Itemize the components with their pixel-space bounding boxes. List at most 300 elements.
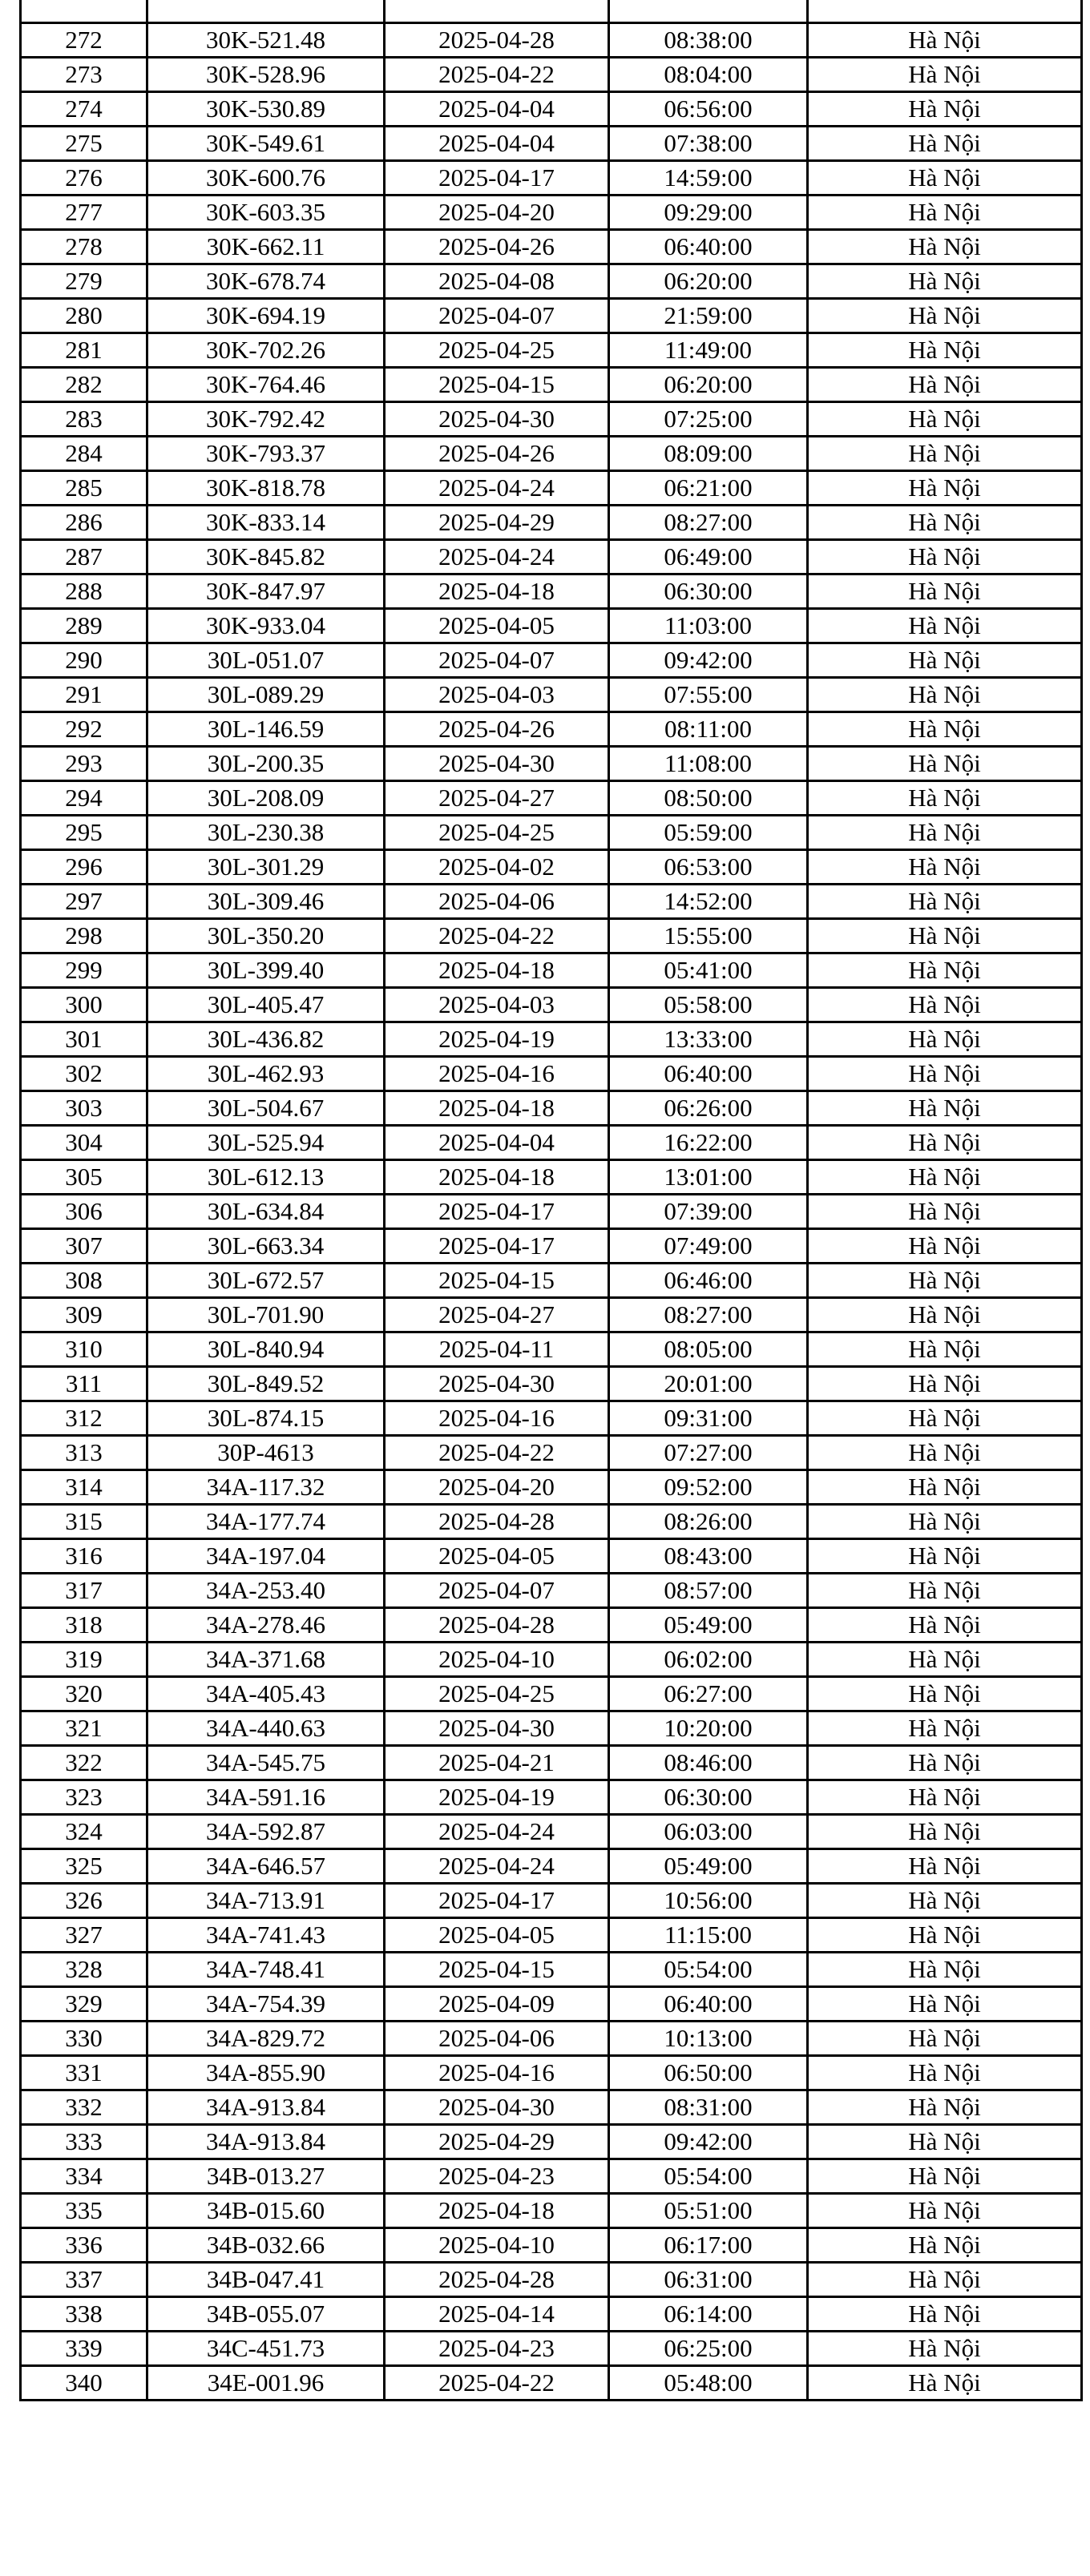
license-plate-cell: 30L-849.52 — [147, 1367, 385, 1401]
table-row — [21, 333, 1082, 368]
license-plate-cell: 30K-793.37 — [147, 437, 385, 471]
time-cell: 05:41:00 — [609, 953, 808, 988]
license-plate-cell: 30L-309.46 — [147, 885, 385, 919]
table-row — [21, 2159, 1082, 2194]
table-row — [21, 2332, 1082, 2366]
license-plate-cell: 34A-177.74 — [147, 1505, 385, 1539]
location-cell: Hà Nội — [808, 506, 1082, 540]
location-cell: Hà Nội — [808, 1953, 1082, 1987]
license-plate-cell: 30K-847.97 — [147, 574, 385, 609]
date-cell: 2025-04-27 — [385, 1298, 609, 1332]
date-cell: 2025-04-19 — [385, 1022, 609, 1057]
license-plate-cell: 30K-530.89 — [147, 92, 385, 127]
location-cell: Hà Nội — [808, 196, 1082, 230]
table-row — [21, 2022, 1082, 2056]
table-row — [21, 1091, 1082, 1126]
date-cell: 2025-04-28 — [385, 1608, 609, 1643]
date-cell: 2025-04-05 — [385, 1539, 609, 1574]
location-cell: Hà Nội — [808, 1229, 1082, 1264]
row-number-cell: 280 — [21, 299, 147, 333]
location-cell: Hà Nội — [808, 264, 1082, 299]
table-row — [21, 2297, 1082, 2332]
date-cell: 2025-04-29 — [385, 2125, 609, 2159]
time-cell: 05:48:00 — [609, 2366, 808, 2401]
time-cell: 13:01:00 — [609, 1160, 808, 1195]
license-plate-cell: 30L-051.07 — [147, 643, 385, 678]
date-cell: 2025-04-05 — [385, 1918, 609, 1953]
time-cell: 06:30:00 — [609, 1780, 808, 1815]
table-row — [21, 609, 1082, 643]
license-plate-cell: 34A-545.75 — [147, 1746, 385, 1780]
license-plate-cell: 30L-672.57 — [147, 1264, 385, 1298]
row-number-cell: 272 — [21, 23, 147, 58]
license-plate-cell: 30L-504.67 — [147, 1091, 385, 1126]
time-cell: 10:56:00 — [609, 1884, 808, 1918]
time-cell: 09:52:00 — [609, 1470, 808, 1505]
table-row — [21, 1953, 1082, 1987]
table-row — [21, 885, 1082, 919]
row-number-cell: 319 — [21, 1643, 147, 1677]
time-cell: 08:05:00 — [609, 1332, 808, 1367]
license-plate-cell: 34A-278.46 — [147, 1608, 385, 1643]
row-number-cell: 279 — [21, 264, 147, 299]
time-cell: 20:01:00 — [609, 1367, 808, 1401]
date-cell: 2025-04-07 — [385, 643, 609, 678]
location-cell: Hà Nội — [808, 333, 1082, 368]
row-number-cell: 320 — [21, 1677, 147, 1711]
row-number-cell: 313 — [21, 1436, 147, 1470]
time-cell: 08:27:00 — [609, 506, 808, 540]
table-row — [21, 1126, 1082, 1160]
table-row — [21, 92, 1082, 127]
row-number-cell: 297 — [21, 885, 147, 919]
row-number-cell: 315 — [21, 1505, 147, 1539]
table-row — [21, 1195, 1082, 1229]
table-row — [21, 471, 1082, 506]
location-cell: Hà Nội — [808, 2228, 1082, 2263]
time-cell: 05:51:00 — [609, 2194, 808, 2228]
location-cell: Hà Nội — [808, 1022, 1082, 1057]
date-cell: 2025-04-06 — [385, 885, 609, 919]
time-cell: 06:26:00 — [609, 1091, 808, 1126]
license-plate-cell: 34A-592.87 — [147, 1815, 385, 1849]
table-row — [21, 2056, 1082, 2090]
license-plate-cell: 30K-702.26 — [147, 333, 385, 368]
table-row — [21, 368, 1082, 402]
time-cell: 11:49:00 — [609, 333, 808, 368]
time-cell: 06:40:00 — [609, 1987, 808, 2022]
location-cell: Hà Nội — [808, 712, 1082, 747]
location-cell: Hà Nội — [808, 781, 1082, 816]
row-number-cell: 293 — [21, 747, 147, 781]
time-cell: 11:08:00 — [609, 747, 808, 781]
date-cell: 2025-04-22 — [385, 2366, 609, 2401]
table-row — [21, 2366, 1082, 2401]
license-plate-cell: 30K-933.04 — [147, 609, 385, 643]
location-cell: Hà Nội — [808, 1677, 1082, 1711]
license-plate-cell: 30L-634.84 — [147, 1195, 385, 1229]
table-row — [21, 1815, 1082, 1849]
time-cell: 07:27:00 — [609, 1436, 808, 1470]
date-cell: 2025-04-11 — [385, 1332, 609, 1367]
license-plate-cell: 30K-678.74 — [147, 264, 385, 299]
date-cell: 2025-04-27 — [385, 781, 609, 816]
row-number-cell: 307 — [21, 1229, 147, 1264]
location-cell: Hà Nội — [808, 1815, 1082, 1849]
time-cell: 21:59:00 — [609, 299, 808, 333]
time-cell: 07:49:00 — [609, 1229, 808, 1264]
license-plate-cell: 30K-662.11 — [147, 230, 385, 264]
table-row — [21, 1057, 1082, 1091]
row-number-cell: 316 — [21, 1539, 147, 1574]
license-plate-cell: 34A-591.16 — [147, 1780, 385, 1815]
table-row — [21, 2194, 1082, 2228]
license-plate-cell: 30K-792.42 — [147, 402, 385, 437]
location-cell: Hà Nội — [808, 1608, 1082, 1643]
location-cell: Hà Nội — [808, 2159, 1082, 2194]
location-cell: Hà Nội — [808, 919, 1082, 953]
table-row — [21, 127, 1082, 161]
license-plate-cell: 34A-913.84 — [147, 2090, 385, 2125]
row-number-cell: 324 — [21, 1815, 147, 1849]
time-cell: 09:42:00 — [609, 2125, 808, 2159]
date-cell: 2025-04-22 — [385, 1436, 609, 1470]
license-plate-cell: 34A-748.41 — [147, 1953, 385, 1987]
table-row — [21, 1608, 1082, 1643]
date-cell: 2025-04-17 — [385, 161, 609, 196]
table-row — [21, 1505, 1082, 1539]
row-number-cell: 339 — [21, 2332, 147, 2366]
license-plate-cell: 30K-833.14 — [147, 506, 385, 540]
license-plate-cell: 30K-845.82 — [147, 540, 385, 574]
table-row — [21, 1884, 1082, 1918]
table-row — [21, 2090, 1082, 2125]
location-cell: Hà Nội — [808, 1849, 1082, 1884]
time-cell: 14:52:00 — [609, 885, 808, 919]
license-plate-cell: 30L-208.09 — [147, 781, 385, 816]
time-cell: 07:55:00 — [609, 678, 808, 712]
date-cell: 2025-04-19 — [385, 1780, 609, 1815]
date-cell: 2025-04-29 — [385, 506, 609, 540]
date-cell: 2025-04-10 — [385, 2228, 609, 2263]
license-plate-cell: 34B-013.27 — [147, 2159, 385, 2194]
row-number-cell: 302 — [21, 1057, 147, 1091]
row-number-cell: 295 — [21, 816, 147, 850]
time-cell: 14:59:00 — [609, 161, 808, 196]
table-row — [21, 1711, 1082, 1746]
time-cell: 08:50:00 — [609, 781, 808, 816]
license-plate-cell: 30L-350.20 — [147, 919, 385, 953]
license-plate-cell: 34B-032.66 — [147, 2228, 385, 2263]
date-cell: 2025-04-02 — [385, 850, 609, 885]
license-plate-cell: 34A-754.39 — [147, 1987, 385, 2022]
location-cell: Hà Nội — [808, 1987, 1082, 2022]
date-cell: 2025-04-20 — [385, 196, 609, 230]
location-cell: Hà Nội — [808, 471, 1082, 506]
time-cell: 08:09:00 — [609, 437, 808, 471]
location-cell: Hà Nội — [808, 161, 1082, 196]
date-cell — [385, 0, 609, 23]
license-plate-cell: 30L-840.94 — [147, 1332, 385, 1367]
time-cell: 13:33:00 — [609, 1022, 808, 1057]
row-number-cell: 301 — [21, 1022, 147, 1057]
license-plate-cell: 30L-301.29 — [147, 850, 385, 885]
time-cell: 06:40:00 — [609, 1057, 808, 1091]
row-number-cell: 326 — [21, 1884, 147, 1918]
table-row — [21, 1643, 1082, 1677]
row-number-cell: 287 — [21, 540, 147, 574]
date-cell: 2025-04-16 — [385, 1057, 609, 1091]
row-number-cell: 308 — [21, 1264, 147, 1298]
location-cell: Hà Nội — [808, 437, 1082, 471]
row-number-cell: 289 — [21, 609, 147, 643]
table-row — [21, 781, 1082, 816]
date-cell: 2025-04-28 — [385, 23, 609, 58]
table-row — [21, 816, 1082, 850]
time-cell: 06:20:00 — [609, 368, 808, 402]
row-number-cell: 273 — [21, 58, 147, 92]
location-cell: Hà Nội — [808, 1470, 1082, 1505]
license-plate-cell: 30L-701.90 — [147, 1298, 385, 1332]
date-cell: 2025-04-24 — [385, 1815, 609, 1849]
row-number-cell: 305 — [21, 1160, 147, 1195]
location-cell: Hà Nội — [808, 23, 1082, 58]
location-cell: Hà Nội — [808, 1298, 1082, 1332]
table-row — [21, 0, 1082, 23]
time-cell: 06:17:00 — [609, 2228, 808, 2263]
row-number-cell: 296 — [21, 850, 147, 885]
date-cell: 2025-04-04 — [385, 92, 609, 127]
license-plate-cell: 30L-663.34 — [147, 1229, 385, 1264]
location-cell: Hà Nội — [808, 2125, 1082, 2159]
location-cell: Hà Nội — [808, 1884, 1082, 1918]
table-row — [21, 264, 1082, 299]
row-number-cell: 330 — [21, 2022, 147, 2056]
date-cell: 2025-04-09 — [385, 1987, 609, 2022]
table-row — [21, 1022, 1082, 1057]
date-cell: 2025-04-03 — [385, 678, 609, 712]
date-cell: 2025-04-23 — [385, 2332, 609, 2366]
location-cell: Hà Nội — [808, 2297, 1082, 2332]
table-row — [21, 988, 1082, 1022]
table-row — [21, 1332, 1082, 1367]
violation-table — [19, 0, 1083, 2401]
location-cell: Hà Nội — [808, 58, 1082, 92]
table-row — [21, 1298, 1082, 1332]
time-cell: 06:40:00 — [609, 230, 808, 264]
row-number-cell: 298 — [21, 919, 147, 953]
table-row — [21, 1746, 1082, 1780]
time-cell: 09:29:00 — [609, 196, 808, 230]
time-cell: 06:14:00 — [609, 2297, 808, 2332]
location-cell: Hà Nội — [808, 643, 1082, 678]
table-row — [21, 402, 1082, 437]
row-number-cell: 332 — [21, 2090, 147, 2125]
date-cell: 2025-04-16 — [385, 2056, 609, 2090]
location-cell: Hà Nội — [808, 368, 1082, 402]
date-cell: 2025-04-26 — [385, 437, 609, 471]
row-number-cell: 317 — [21, 1574, 147, 1608]
date-cell: 2025-04-24 — [385, 540, 609, 574]
license-plate-cell: 34C-451.73 — [147, 2332, 385, 2366]
row-number-cell: 306 — [21, 1195, 147, 1229]
row-number-cell: 277 — [21, 196, 147, 230]
time-cell: 05:59:00 — [609, 816, 808, 850]
row-number-cell: 278 — [21, 230, 147, 264]
table-row — [21, 678, 1082, 712]
row-number-cell: 328 — [21, 1953, 147, 1987]
time-cell: 09:42:00 — [609, 643, 808, 678]
row-number-cell: 311 — [21, 1367, 147, 1401]
row-number-cell: 334 — [21, 2159, 147, 2194]
location-cell: Hà Nội — [808, 2332, 1082, 2366]
location-cell: Hà Nội — [808, 1160, 1082, 1195]
license-plate-cell: 30K-764.46 — [147, 368, 385, 402]
time-cell: 06:56:00 — [609, 92, 808, 127]
license-plate-cell: 30L-399.40 — [147, 953, 385, 988]
table-row — [21, 643, 1082, 678]
time-cell: 08:57:00 — [609, 1574, 808, 1608]
date-cell: 2025-04-30 — [385, 1711, 609, 1746]
date-cell: 2025-04-28 — [385, 2263, 609, 2297]
license-plate-cell: 34B-055.07 — [147, 2297, 385, 2332]
row-number-cell: 294 — [21, 781, 147, 816]
row-number-cell: 329 — [21, 1987, 147, 2022]
table-row — [21, 23, 1082, 58]
table-row — [21, 574, 1082, 609]
location-cell: Hà Nội — [808, 2366, 1082, 2401]
date-cell: 2025-04-06 — [385, 2022, 609, 2056]
license-plate-cell: 30L-612.13 — [147, 1160, 385, 1195]
license-plate-cell: 34A-117.32 — [147, 1470, 385, 1505]
time-cell: 06:30:00 — [609, 574, 808, 609]
time-cell: 07:38:00 — [609, 127, 808, 161]
location-cell: Hà Nội — [808, 1746, 1082, 1780]
date-cell: 2025-04-04 — [385, 1126, 609, 1160]
date-cell: 2025-04-15 — [385, 368, 609, 402]
license-plate-cell: 30K-603.35 — [147, 196, 385, 230]
time-cell: 06:49:00 — [609, 540, 808, 574]
location-cell: Hà Nội — [808, 1505, 1082, 1539]
location-cell: Hà Nội — [808, 1436, 1082, 1470]
license-plate-cell — [147, 0, 385, 23]
location-cell: Hà Nội — [808, 1367, 1082, 1401]
license-plate-cell: 34E-001.96 — [147, 2366, 385, 2401]
license-plate-cell: 34B-047.41 — [147, 2263, 385, 2297]
date-cell: 2025-04-28 — [385, 1505, 609, 1539]
location-cell: Hà Nội — [808, 574, 1082, 609]
location-cell: Hà Nội — [808, 1091, 1082, 1126]
table-row — [21, 230, 1082, 264]
license-plate-cell: 30L-462.93 — [147, 1057, 385, 1091]
row-number-cell: 275 — [21, 127, 147, 161]
location-cell: Hà Nội — [808, 850, 1082, 885]
row-number-cell: 303 — [21, 1091, 147, 1126]
date-cell: 2025-04-26 — [385, 712, 609, 747]
row-number-cell: 283 — [21, 402, 147, 437]
time-cell: 16:22:00 — [609, 1126, 808, 1160]
row-number-cell: 309 — [21, 1298, 147, 1332]
table-row — [21, 1401, 1082, 1436]
time-cell: 08:38:00 — [609, 23, 808, 58]
date-cell: 2025-04-21 — [385, 1746, 609, 1780]
time-cell — [609, 0, 808, 23]
time-cell: 05:49:00 — [609, 1849, 808, 1884]
license-plate-cell: 30L-146.59 — [147, 712, 385, 747]
license-plate-cell: 34A-646.57 — [147, 1849, 385, 1884]
table-row — [21, 1264, 1082, 1298]
license-plate-cell: 34A-855.90 — [147, 2056, 385, 2090]
location-cell: Hà Nội — [808, 2194, 1082, 2228]
row-number-cell: 327 — [21, 1918, 147, 1953]
date-cell: 2025-04-05 — [385, 609, 609, 643]
date-cell: 2025-04-23 — [385, 2159, 609, 2194]
license-plate-cell: 30L-874.15 — [147, 1401, 385, 1436]
location-cell: Hà Nội — [808, 1264, 1082, 1298]
location-cell: Hà Nội — [808, 885, 1082, 919]
license-plate-cell: 30L-405.47 — [147, 988, 385, 1022]
time-cell: 08:43:00 — [609, 1539, 808, 1574]
location-cell: Hà Nội — [808, 2056, 1082, 2090]
time-cell: 06:53:00 — [609, 850, 808, 885]
row-number-cell: 333 — [21, 2125, 147, 2159]
table-row — [21, 2228, 1082, 2263]
table-row — [21, 299, 1082, 333]
date-cell: 2025-04-18 — [385, 574, 609, 609]
row-number-cell: 285 — [21, 471, 147, 506]
time-cell: 05:49:00 — [609, 1608, 808, 1643]
time-cell: 10:13:00 — [609, 2022, 808, 2056]
row-number-cell: 323 — [21, 1780, 147, 1815]
date-cell: 2025-04-17 — [385, 1229, 609, 1264]
location-cell: Hà Nội — [808, 1057, 1082, 1091]
location-cell: Hà Nội — [808, 230, 1082, 264]
license-plate-cell: 34A-713.91 — [147, 1884, 385, 1918]
license-plate-cell: 34A-253.40 — [147, 1574, 385, 1608]
date-cell: 2025-04-14 — [385, 2297, 609, 2332]
date-cell: 2025-04-18 — [385, 1091, 609, 1126]
table-row — [21, 1229, 1082, 1264]
location-cell: Hà Nội — [808, 1401, 1082, 1436]
location-cell: Hà Nội — [808, 1918, 1082, 1953]
time-cell: 08:26:00 — [609, 1505, 808, 1539]
time-cell: 11:03:00 — [609, 609, 808, 643]
time-cell: 06:25:00 — [609, 2332, 808, 2366]
date-cell: 2025-04-22 — [385, 58, 609, 92]
table-row — [21, 1160, 1082, 1195]
time-cell: 06:27:00 — [609, 1677, 808, 1711]
table-row — [21, 196, 1082, 230]
location-cell: Hà Nội — [808, 2022, 1082, 2056]
location-cell: Hà Nội — [808, 1195, 1082, 1229]
location-cell: Hà Nội — [808, 1711, 1082, 1746]
location-cell: Hà Nội — [808, 2090, 1082, 2125]
time-cell: 07:25:00 — [609, 402, 808, 437]
row-number-cell — [21, 0, 147, 23]
time-cell: 08:27:00 — [609, 1298, 808, 1332]
location-cell: Hà Nội — [808, 1126, 1082, 1160]
date-cell: 2025-04-20 — [385, 1470, 609, 1505]
date-cell: 2025-04-16 — [385, 1401, 609, 1436]
date-cell: 2025-04-24 — [385, 1849, 609, 1884]
location-cell: Hà Nội — [808, 402, 1082, 437]
table-row — [21, 919, 1082, 953]
date-cell: 2025-04-07 — [385, 299, 609, 333]
table-row — [21, 437, 1082, 471]
time-cell: 08:11:00 — [609, 712, 808, 747]
license-plate-cell: 30L-525.94 — [147, 1126, 385, 1160]
date-cell: 2025-04-04 — [385, 127, 609, 161]
